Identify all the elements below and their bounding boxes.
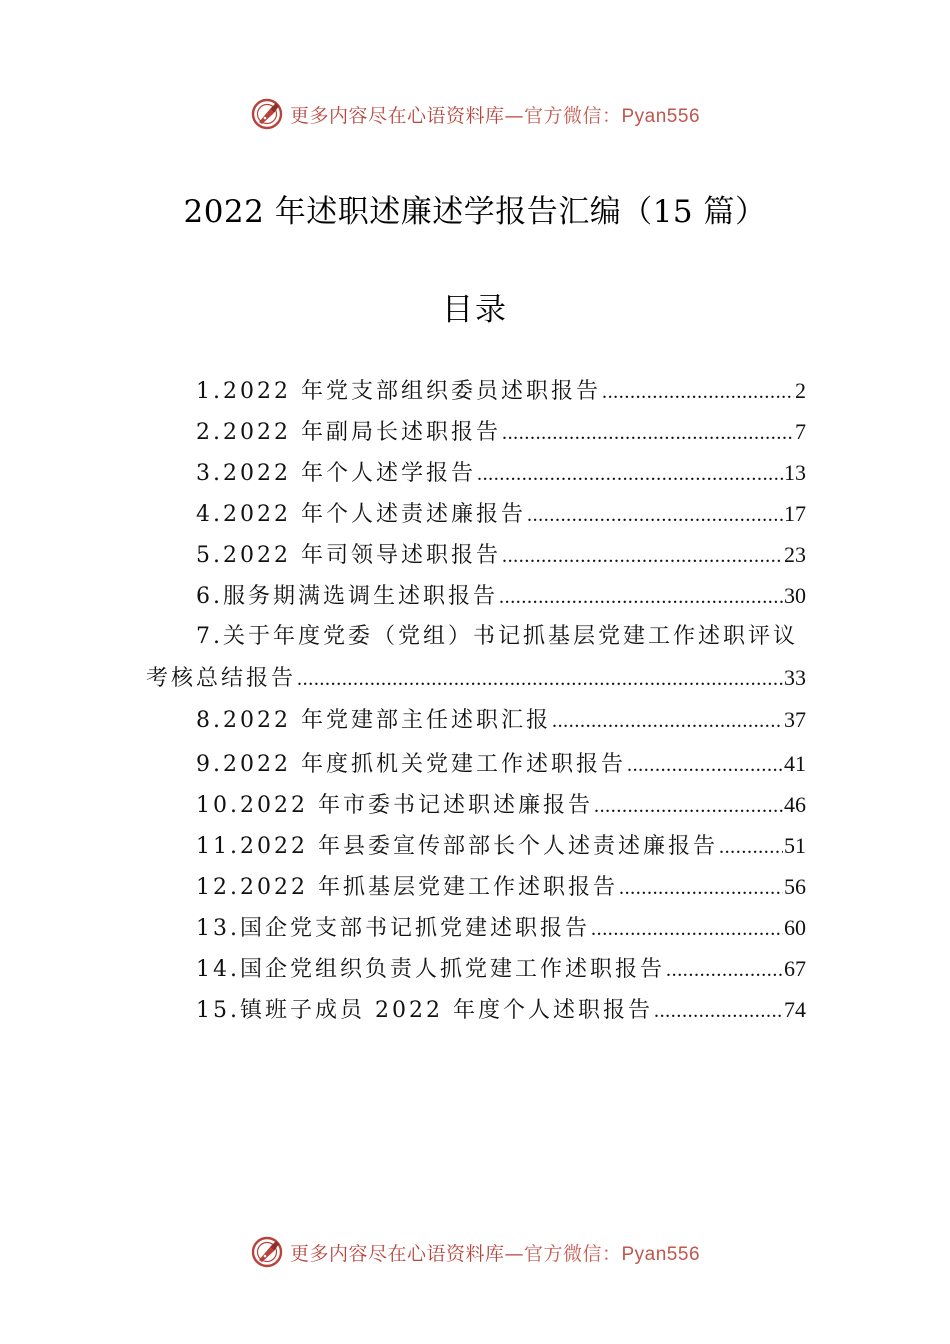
toc-entry-title: 4.2022 年个人述责述廉报告 bbox=[196, 502, 526, 527]
toc-leader-dots bbox=[666, 955, 783, 985]
toc-leader-dots bbox=[594, 791, 783, 821]
toc-entry[interactable] bbox=[146, 663, 806, 693]
toc-entry-title: 6.服务期满选调生述职报告 bbox=[196, 584, 498, 609]
toc-entry-page: 56 bbox=[784, 874, 806, 899]
toc-leader-dots bbox=[502, 418, 794, 448]
toc-leader-dots bbox=[477, 459, 783, 489]
toc-entry-title: 14.国企党组织负责人抓党建工作述职报告 bbox=[196, 957, 665, 982]
toc-entry[interactable] bbox=[196, 913, 806, 943]
toc-entry-title: 5.2022 年司领导述职报告 bbox=[196, 543, 501, 568]
toc-entry-page: 33 bbox=[784, 665, 806, 690]
toc-entry-title: 3.2022 年个人述学报告 bbox=[196, 461, 476, 486]
toc-entry[interactable] bbox=[196, 458, 806, 488]
toc-entry[interactable] bbox=[196, 831, 806, 861]
toc-leader-dots bbox=[527, 500, 783, 530]
toc-entry-title: 2.2022 年副局长述职报告 bbox=[196, 420, 501, 445]
toc-entry[interactable] bbox=[196, 995, 806, 1025]
toc-entry-title: 10.2022 年市委书记述职述廉报告 bbox=[196, 793, 593, 818]
toc-entry-page: 37 bbox=[784, 707, 806, 732]
toc-entry-page: 51 bbox=[784, 833, 806, 858]
toc-entry[interactable] bbox=[196, 499, 806, 529]
toc-entry-title: 11.2022 年县委宣传部部长个人述责述廉报告 bbox=[196, 834, 718, 859]
toc-entry-title: 9.2022 年度抓机关党建工作述职报告 bbox=[196, 752, 626, 777]
toc-entry[interactable] bbox=[196, 749, 806, 779]
toc-leader-dots bbox=[654, 996, 783, 1026]
toc-leader-dots bbox=[297, 664, 783, 694]
toc-entry-page: 23 bbox=[784, 542, 806, 567]
toc-leader-dots bbox=[619, 873, 783, 903]
toc-entry[interactable] bbox=[196, 954, 806, 984]
toc-entry-page: 30 bbox=[784, 583, 806, 608]
toc-entry-title: 15.镇班子成员 2022 年度个人述职报告 bbox=[196, 998, 653, 1023]
toc-leader-dots bbox=[627, 750, 783, 780]
toc-entry-page: 13 bbox=[784, 460, 806, 485]
footer-banner bbox=[0, 1232, 950, 1272]
toc-entry[interactable] bbox=[196, 705, 806, 735]
toc-leader-dots bbox=[502, 541, 783, 571]
toc-entry-title: 1.2022 年党支部组织委员述职报告 bbox=[196, 379, 601, 404]
toc-entry[interactable] bbox=[196, 872, 806, 902]
document-title: 2022 年述职述廉述学报告汇编（15 篇） bbox=[183, 194, 767, 230]
toc-entry-page: 46 bbox=[784, 792, 806, 817]
toc-leader-dots bbox=[602, 377, 794, 407]
toc-entry-title: 8.2022 年党建部主任述职汇报 bbox=[196, 708, 551, 733]
pen-nib-logo-icon bbox=[250, 1235, 284, 1269]
toc-entry-page: 2 bbox=[795, 378, 806, 403]
toc-entry-page: 74 bbox=[784, 997, 806, 1022]
toc-entry-page: 17 bbox=[784, 501, 806, 526]
toc-entry-title-line1[interactable]: 7.关于年度党委（党组）书记抓基层党建工作述职评议 bbox=[196, 624, 798, 649]
toc-entry[interactable] bbox=[196, 376, 806, 406]
toc-heading: 目录 bbox=[442, 292, 508, 328]
toc-entry-page: 7 bbox=[795, 419, 806, 444]
toc-entry-title: 13.国企党支部书记抓党建述职报告 bbox=[196, 916, 590, 941]
toc-entry-page: 60 bbox=[784, 915, 806, 940]
banner-text: 更多内容尽在心语资料库—官方微信：Pyan556 bbox=[289, 104, 701, 127]
toc-entry[interactable] bbox=[196, 581, 806, 611]
banner-text: 更多内容尽在心语资料库—官方微信：Pyan556 bbox=[289, 1242, 701, 1265]
toc-leader-dots bbox=[552, 706, 783, 736]
toc-entry-page: 67 bbox=[784, 956, 806, 981]
toc-leader-dots bbox=[719, 832, 783, 862]
toc-leader-dots bbox=[499, 582, 783, 612]
toc-leader-dots bbox=[591, 914, 783, 944]
toc-entry[interactable] bbox=[196, 790, 806, 820]
toc-entry-page: 41 bbox=[784, 751, 806, 776]
toc-entry[interactable] bbox=[196, 540, 806, 570]
toc-entry-title: 考核总结报告 bbox=[146, 666, 297, 691]
toc-entry-title: 12.2022 年抓基层党建工作述职报告 bbox=[196, 875, 618, 900]
toc-entry[interactable] bbox=[196, 417, 806, 447]
